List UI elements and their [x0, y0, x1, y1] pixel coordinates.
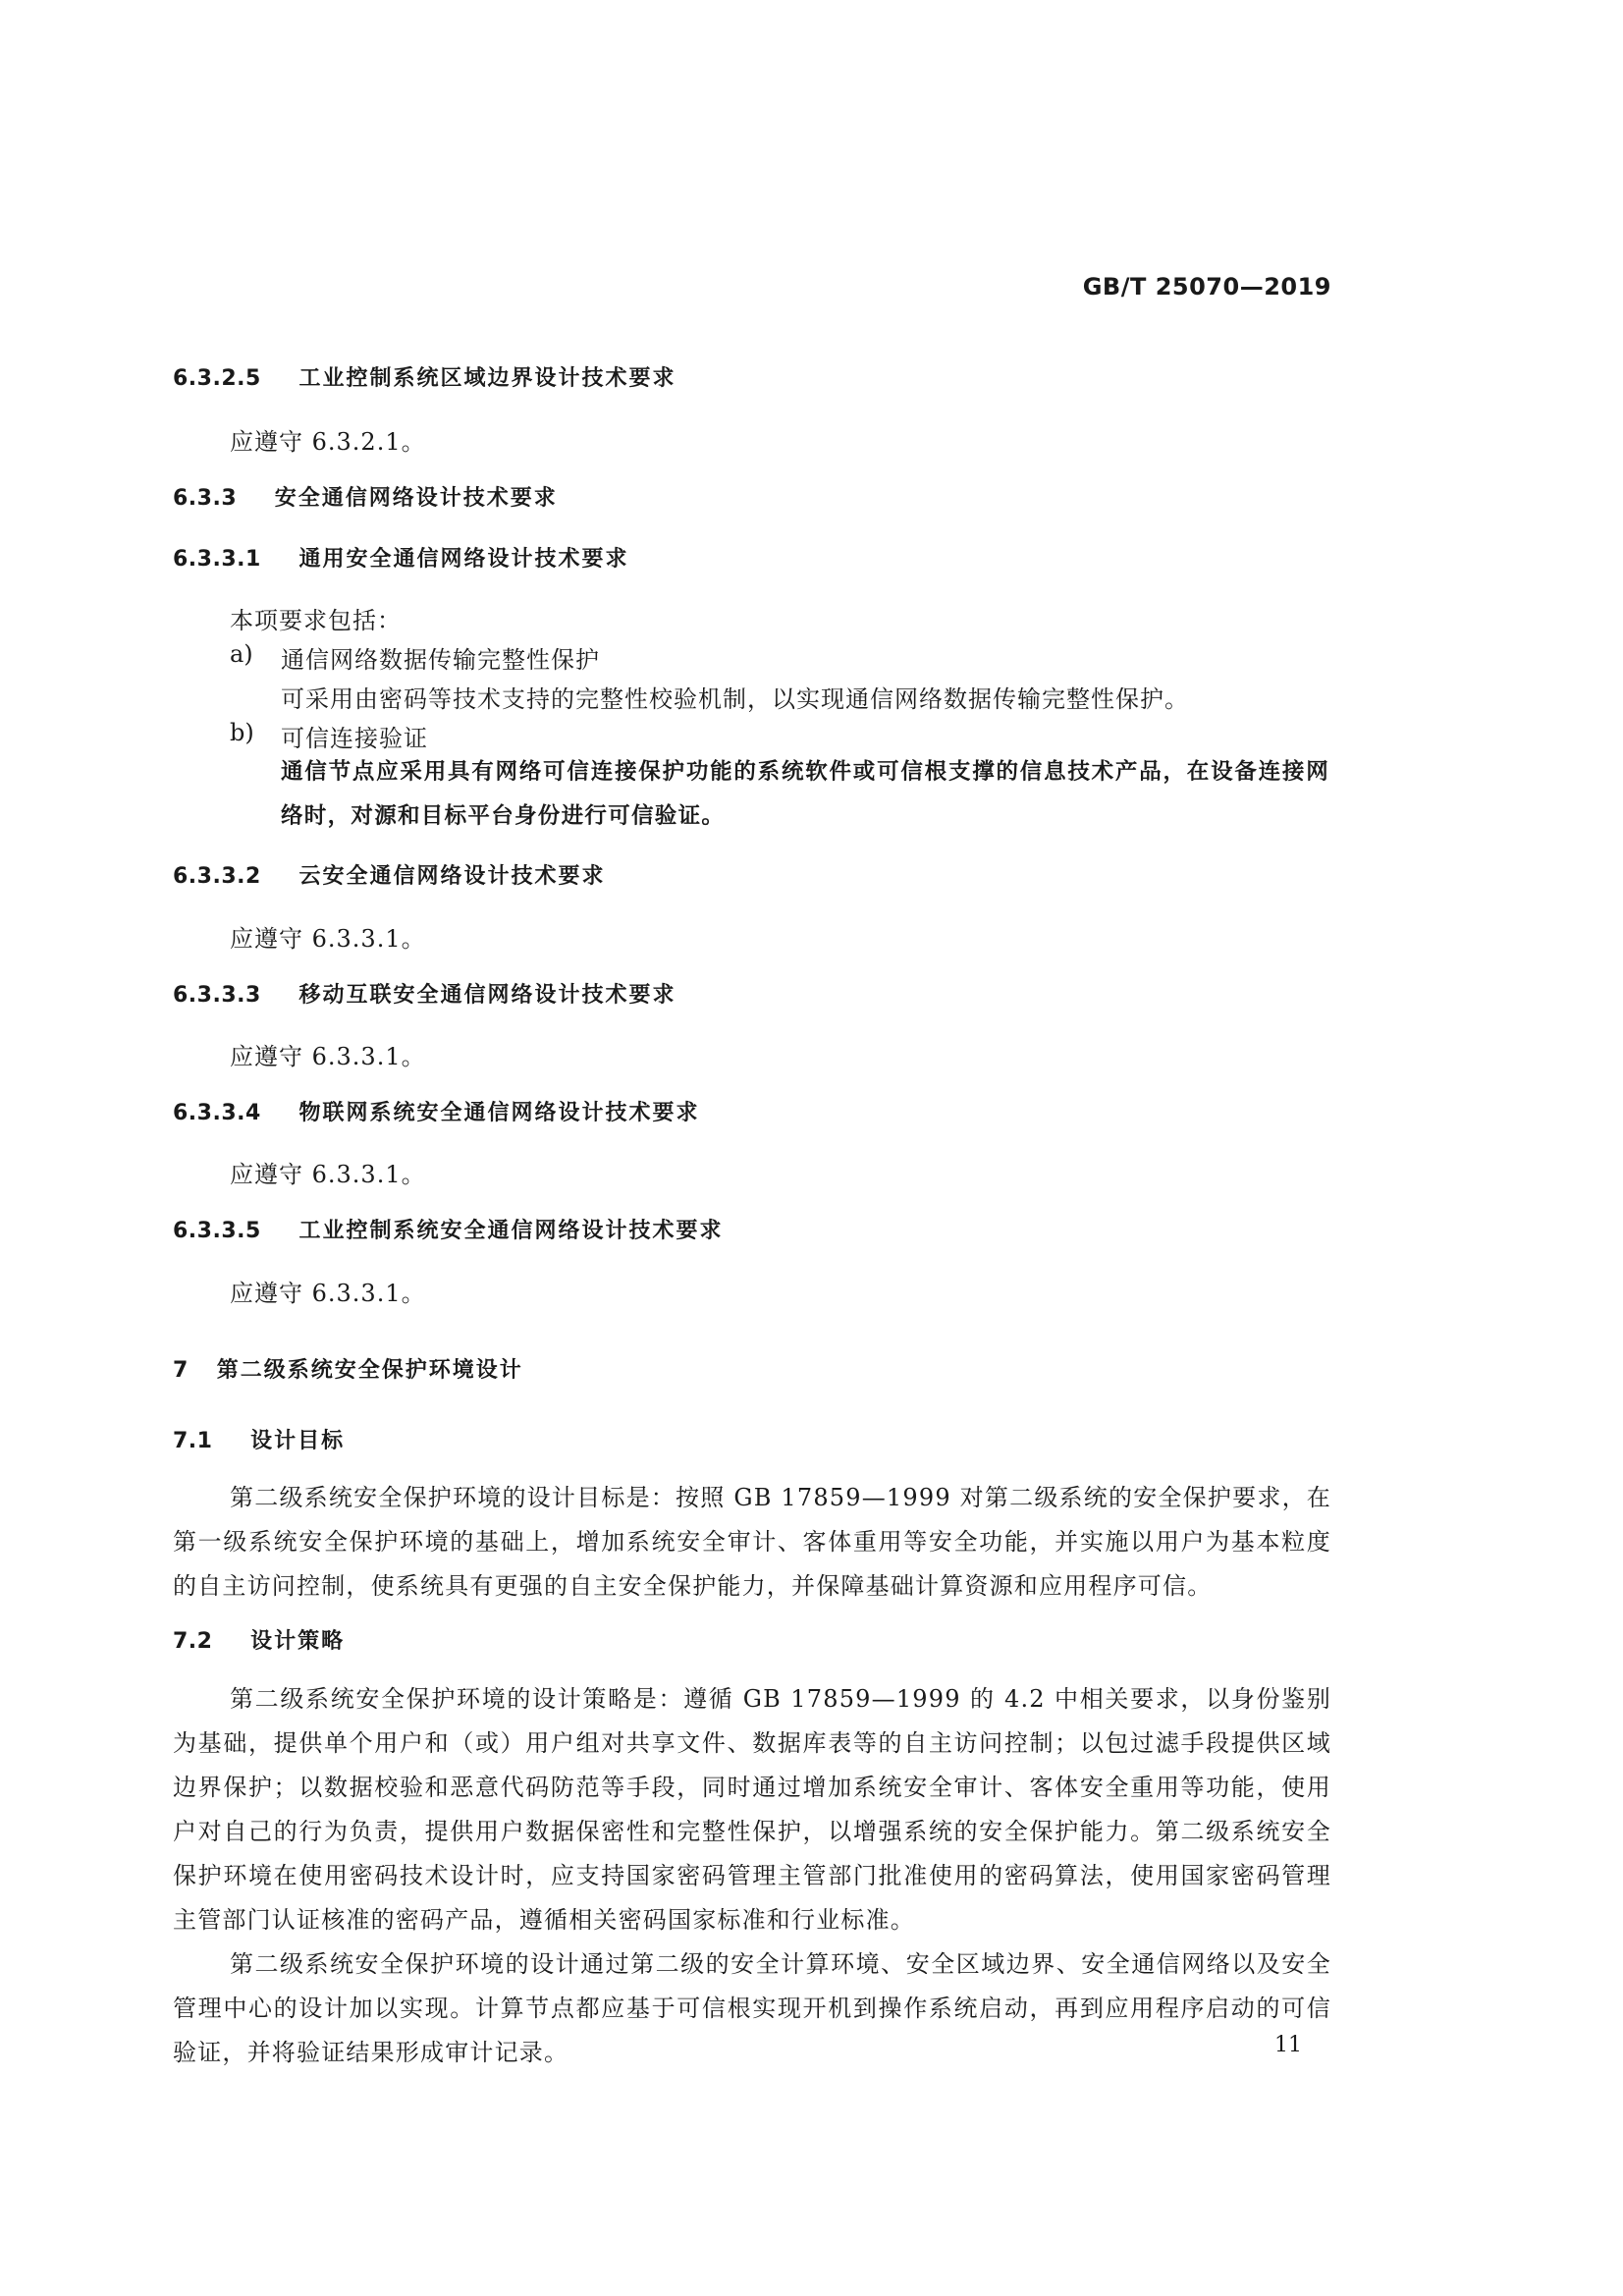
section-heading	[173, 859, 605, 890]
list-item-text: 通信节点应采用具有网络可信连接保护功能的系统软件或可信根支撑的信息技术产品，在设备连接网络时，对源和目标平台身份进行可信验证。	[281, 759, 1329, 829]
section-number: 6.3.3.1	[173, 547, 261, 572]
section-body	[173, 1677, 1331, 2075]
section-heading	[173, 361, 676, 392]
section-title: 安全通信网络设计技术要求	[274, 486, 558, 511]
section-heading	[173, 1214, 723, 1244]
section-heading	[173, 1424, 345, 1454]
section-number: 6.3.3.2	[173, 864, 261, 889]
section-number: 6.3.3.3	[173, 983, 261, 1008]
list-item-title: 通信网络数据传输完整性保护	[281, 646, 600, 674]
body-paragraph: 第二级系统安全保护环境的设计通过第二级的安全计算环境、安全区域边界、安全通信网络以及安全管理中心的设计加以实现。计算节点都应基于可信根实现开机到操作系统启动，再到应用程序启动的可信验证，并将验证结果形成审计记录。	[173, 1950, 1331, 2066]
section-title: 通用安全通信网络设计技术要求	[298, 547, 629, 572]
section-heading	[173, 542, 628, 573]
section-text: 应遵守 6.3.3.1。	[230, 1043, 426, 1070]
section-heading	[173, 1624, 345, 1655]
standard-code: GB/T 25070—2019	[1082, 273, 1331, 301]
section-title: 设计目标	[250, 1429, 346, 1453]
section-heading	[173, 481, 558, 512]
section-number: 6.3.3.4	[173, 1101, 261, 1125]
list-item-label: a)	[230, 640, 253, 668]
section-number: 6.3.2.5	[173, 366, 261, 391]
section-number: 6.3.3.5	[173, 1219, 261, 1243]
chapter-number: 7	[173, 1358, 189, 1383]
section-text: 应遵守 6.3.3.1。	[230, 1161, 426, 1188]
section-text: 应遵守 6.3.3.1。	[230, 925, 426, 953]
chapter-title: 第二级系统安全保护环境设计	[216, 1358, 523, 1383]
body-paragraph: 第二级系统安全保护环境的设计策略是：遵循 GB 17859—1999 的 4.2 中相关要求，以身份鉴别为基础，提供单个用户和（或）用户组对共享文件、数据库表等的自主访问控制；以包过滤手段提供区域边界保护；以数据校验和恶意代码防范等手段，同时通过增加系统安全审计、客体安全重用等功能，使用户对自己的行为负责，提供用户数据保密性和完整性保护，以增强系统的安全保护能力。第二级系统安全保护环境在使用密码技术设计时，应支持国家密码管理主管部门批准使用的密码算法，使用国家密码管理主管部门认证核准的密码产品，遵循相关密码国家标准和行业标准。	[173, 1685, 1331, 1934]
section-title: 工业控制系统安全通信网络设计技术要求	[298, 1219, 724, 1243]
section-number: 6.3.3	[173, 486, 238, 511]
list-item-label: b)	[230, 719, 254, 746]
section-text: 应遵守 6.3.2.1。	[230, 428, 426, 456]
chapter-heading	[173, 1353, 523, 1384]
section-heading	[173, 1096, 699, 1126]
section-heading	[173, 978, 676, 1009]
section-body	[173, 1476, 1331, 1609]
list-intro: 本项要求包括：	[230, 607, 402, 634]
page-number: 11	[1274, 2033, 1302, 2057]
section-title: 物联网系统安全通信网络设计技术要求	[298, 1101, 700, 1125]
section-title: 设计策略	[250, 1629, 346, 1654]
section-number: 7.2	[173, 1629, 213, 1654]
section-title: 移动互联安全通信网络设计技术要求	[298, 983, 676, 1008]
section-title: 工业控制系统区域边界设计技术要求	[298, 366, 676, 391]
list-item-text: 可采用由密码等技术支持的完整性校验机制，以实现通信网络数据传输完整性保护。	[281, 685, 1189, 713]
body-paragraph: 第二级系统安全保护环境的设计目标是：按照 GB 17859—1999 对第二级系统的安全保护要求，在第一级系统安全保护环境的基础上，增加系统安全审计、客体重用等安全功能，并实施以用户为基本粒度的自主访问控制，使系统具有更强的自主安全保护能力，并保障基础计算资源和应用程序可信。	[173, 1484, 1331, 1600]
section-text: 应遵守 6.3.3.1。	[230, 1280, 426, 1307]
list-item-title: 可信连接验证	[281, 725, 428, 752]
section-title: 云安全通信网络设计技术要求	[298, 864, 606, 889]
section-number: 7.1	[173, 1429, 213, 1453]
